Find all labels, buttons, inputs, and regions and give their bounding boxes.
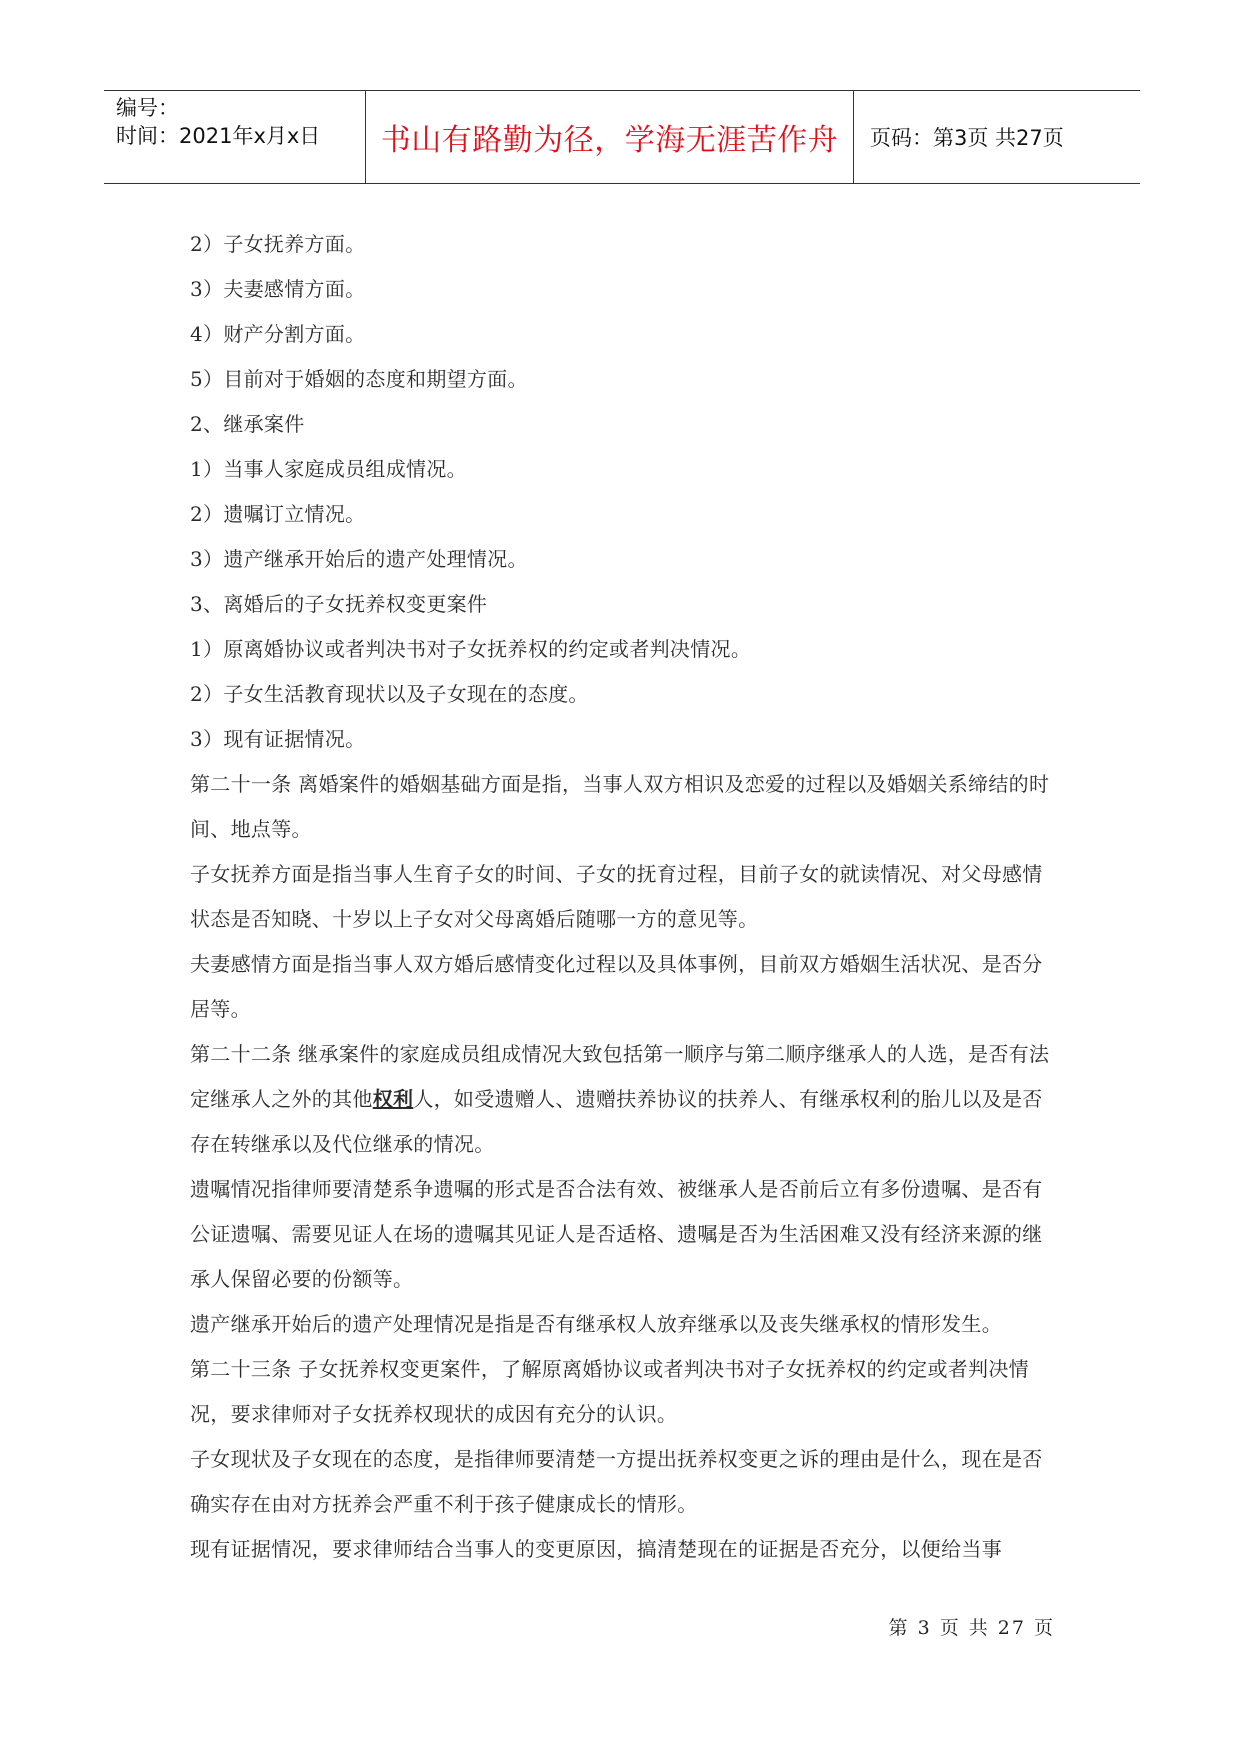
custody-paragraph: 子女抚养方面是指当事人生育子女的时间、子女的抚育过程，目前子女的就读情况、对父母感情状态是否知晓、十岁以上子女对父母离婚后随哪一方的意见等。 <box>190 862 1043 931</box>
header-meta <box>104 91 366 183</box>
document-number-label: 编号： <box>116 96 179 120</box>
document-body <box>190 222 1060 1572</box>
header-motto: 书山有路勤为径，学海无涯苦作舟 <box>366 91 854 183</box>
attitude-paragraph: 子女现状及子女现在的态度，是指律师要清楚一方提出抚养权变更之诉的理由是什么，现在是否确实存在由对方抚养会严重不利于孩子健康成长的情形。 <box>190 1447 1043 1516</box>
article-23-paragraph: 第二十三条 子女抚养权变更案件，了解原离婚协议或者判决书对子女抚养权的约定或者判决情况，要求律师对子女抚养权现状的成因有充分的认识。 <box>190 1357 1029 1426</box>
document-time-label: 时间：2021年x月x日 <box>116 124 321 148</box>
section-heading: 3、离婚后的子女抚养权变更案件 <box>190 592 488 616</box>
list-item: 3）遗产继承开始后的遗产处理情况。 <box>190 547 528 571</box>
list-item: 2）遗嘱订立情况。 <box>190 502 366 526</box>
list-item: 2）子女抚养方面。 <box>190 232 366 256</box>
estate-paragraph: 遗产继承开始后的遗产处理情况是指是否有继承权人放弃继承以及丧失继承权的情形发生。 <box>190 1312 1002 1336</box>
section-heading: 2、继承案件 <box>190 412 305 436</box>
list-item: 1）原离婚协议或者判决书对子女抚养权的约定或者判决情况。 <box>190 637 752 661</box>
marriage-paragraph: 夫妻感情方面是指当事人双方婚后感情变化过程以及具体事例，目前双方婚姻生活状况、是否分居等。 <box>190 952 1043 1021</box>
rights-link[interactable]: 权利 <box>372 1087 414 1111</box>
article-22-paragraph <box>190 1032 1060 1167</box>
list-item: 1）当事人家庭成员组成情况。 <box>190 457 467 481</box>
list-item: 3）现有证据情况。 <box>190 727 366 751</box>
list-item: 3）夫妻感情方面。 <box>190 277 366 301</box>
article-22-text-after: 人，如受遗赠人、遗赠扶养协议的扶养人、有继承权利的胎儿以及是否存在转继承以及代位继承的情况。 <box>190 1087 1043 1156</box>
list-item: 4）财产分割方面。 <box>190 322 366 346</box>
list-item: 5）目前对于婚姻的态度和期望方面。 <box>190 367 528 391</box>
list-item: 2）子女生活教育现状以及子女现在的态度。 <box>190 682 589 706</box>
evidence-paragraph: 现有证据情况，要求律师结合当事人的变更原因，搞清楚现在的证据是否充分，以便给当事 <box>190 1537 1002 1561</box>
article-21-paragraph: 第二十一条 离婚案件的婚姻基础方面是指，当事人双方相识及恋爱的过程以及婚姻关系缔结的时间、地点等。 <box>190 772 1050 841</box>
will-paragraph: 遗嘱情况指律师要清楚系争遗嘱的形式是否合法有效、被继承人是否前后立有多份遗嘱、是否有公证遗嘱、需要见证人在场的遗嘱其见证人是否适格、遗嘱是否为生活困难又没有经济来源的继承人保留必要的份额等。 <box>190 1177 1043 1291</box>
article-22-text-before: 第二十二条 继承案件的家庭成员组成情况大致包括第一顺序与第二顺序继承人的人选，是否有法定继承人之外的其他 <box>190 1042 1050 1111</box>
page-header <box>104 90 1140 184</box>
page-footer: 第 3 页 共 27 页 <box>888 1617 1055 1639</box>
header-page-number: 页码：第3页 共27页 <box>870 126 1064 150</box>
